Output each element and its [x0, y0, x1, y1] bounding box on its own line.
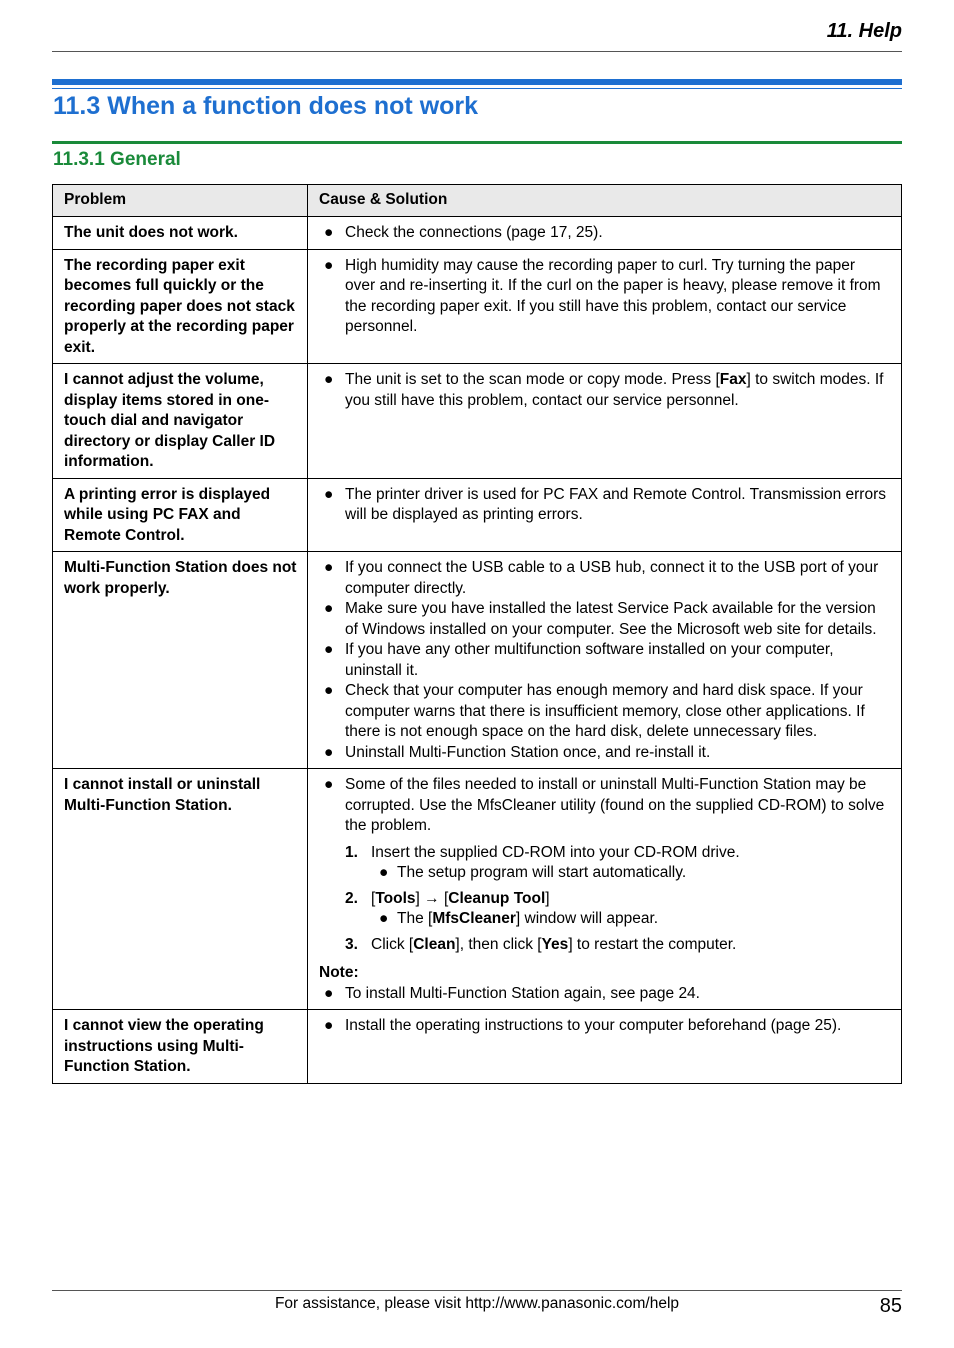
section-accent-line [52, 88, 902, 89]
note-item: ● To install Multi-Function Station again, see page 24. [319, 984, 889, 1005]
bullet-icon: ● [324, 1017, 334, 1034]
note-label: Note: [319, 964, 359, 981]
step-sub-item: ● The [MfsCleaner] window will appear. [371, 909, 889, 930]
bullet-icon: ● [324, 682, 334, 699]
bullet-icon: ● [379, 864, 389, 881]
solution-cell [308, 1010, 902, 1084]
yes-key-label: Yes [541, 935, 569, 953]
table-row [53, 217, 902, 250]
bullet-icon: ● [324, 559, 334, 576]
problem-cell: I cannot view the operating instructions using Multi-Function Station. [53, 1010, 308, 1084]
bullet-icon: ● [324, 371, 334, 388]
solution-item: ● Check the connections (page 17, 25). [319, 223, 889, 244]
solution-item: ● If you connect the USB cable to a USB hub, connect it to the USB port of your computer directly. [324, 559, 879, 597]
fax-key-label: Fax [719, 371, 747, 388]
problem-cell: Multi-Function Station does not work properly. [53, 552, 308, 769]
problem-cell: I cannot install or uninstall Multi-Function Station. [53, 769, 308, 1010]
solution-item: ● Make sure you have installed the latest Service Pack available for the version of Windows installed on your computer. See the Microsoft web site for details. [324, 600, 877, 638]
solution-cell [308, 552, 902, 769]
table-row [53, 478, 902, 552]
troubleshooting-table [52, 184, 902, 1084]
subsection-divider [52, 141, 902, 144]
step-item: 2. [Tools] → [Cleanup Tool] ● The [MfsCleaner] window will appear. [319, 889, 889, 930]
bullet-icon: ● [324, 224, 334, 241]
solution-item: ● The printer driver is used for PC FAX and Remote Control. Transmission errors will be displayed as printing errors. [324, 485, 886, 523]
solution-cell [308, 364, 902, 479]
solution-item: ● Check that your computer has enough memory and hard disk space. If your computer warns that there is insufficient memory, close other applications. If there is not enough space on the hard disk, delete unnecessary files. [324, 682, 865, 740]
bullet-icon: ● [324, 485, 334, 503]
solution-cell [308, 769, 902, 1010]
section-accent-bar [52, 79, 902, 85]
table-row [53, 1010, 902, 1084]
table-row [53, 769, 902, 1010]
step-item: 3. Click [Clean], then click [Yes] to restart the computer. [345, 935, 737, 953]
solution-item: ● The unit is set to the scan mode or copy mode. Press [Fax] to switch modes. If you still have this problem, contact our service personnel. [324, 371, 884, 409]
solution-item: ● Uninstall Multi-Function Station once, and re-install it. [319, 743, 889, 764]
section-title: 11.3 When a function does not work [53, 92, 479, 120]
bullet-icon: ● [324, 984, 334, 1002]
solution-cell [308, 249, 902, 364]
solution-cell [308, 217, 902, 250]
subsection-title: 11.3.1 General [53, 149, 181, 170]
footer-help-text: For assistance, please visit http://www.panasonic.com/help [274, 1295, 680, 1312]
problem-cell: The recording paper exit becomes full quickly or the recording paper does not stack properly at the recording paper exit. [53, 249, 308, 364]
column-header-solution: Cause & Solution [308, 185, 902, 217]
bullet-icon: ● [379, 910, 389, 927]
bullet-icon: ● [324, 600, 334, 617]
bullet-icon: ● [324, 256, 334, 274]
problem-cell: A printing error is displayed while using PC FAX and Remote Control. [53, 478, 308, 552]
procedure-steps [319, 843, 889, 956]
solution-item: ● High humidity may cause the recording paper to curl. Try turning the paper over and re-inserting it. If the curl on the paper is heavy, please remove it from the recording paper exit. If you still have this problem, contact our service personnel. [324, 256, 881, 335]
table-row [53, 249, 902, 364]
bullet-icon: ● [324, 641, 334, 658]
tools-key-label: Tools [375, 889, 416, 907]
problem-cell: I cannot adjust the volume, display items stored in one-touch dial and navigator directory or display Caller ID information. [53, 364, 308, 479]
column-header-problem: Problem [53, 185, 308, 217]
problem-cell: The unit does not work. [53, 217, 308, 250]
bullet-icon: ● [324, 743, 334, 761]
step-sub-item: ● The setup program will start automatically. [371, 863, 889, 884]
page-number: 85 [879, 1295, 902, 1317]
arrow-right-icon: → [424, 889, 440, 907]
solution-cell [308, 478, 902, 552]
solution-item: ● If you have any other multifunction software installed on your computer, uninstall it. [324, 641, 834, 679]
header-divider [52, 51, 902, 52]
bullet-icon: ● [324, 776, 334, 793]
cleanup-tool-key-label: Cleanup Tool [448, 889, 546, 907]
footer-divider [52, 1290, 902, 1291]
solution-item: ● Install the operating instructions to your computer beforehand (page 25). [319, 1016, 889, 1037]
table-row [53, 552, 902, 769]
table-header-row [53, 185, 902, 217]
clean-key-label: Clean [413, 935, 456, 953]
chapter-header: 11. Help [826, 20, 902, 42]
solution-item: ● Some of the files needed to install or uninstall Multi-Function Station may be corrupted. Use the MfsCleaner utility (found on the supplied CD-ROM) to solve the problem. [324, 776, 885, 834]
mfscleaner-key-label: MfsCleaner [432, 910, 516, 927]
table-row [53, 364, 902, 479]
step-item: 1. Insert the supplied CD-ROM into your CD-ROM drive. ● The setup program will start automatically. [319, 843, 889, 884]
